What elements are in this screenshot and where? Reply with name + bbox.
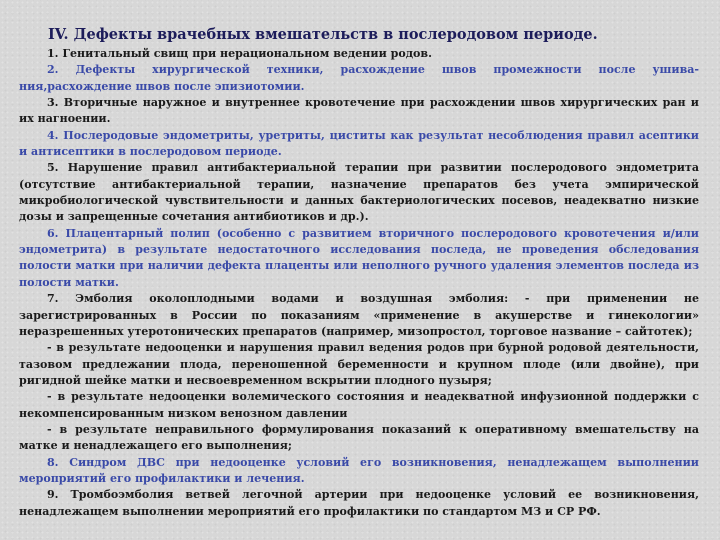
list-item: 4. Послеродовые эндометриты, уретриты, циститы как результат несоблюдения правил асептики и антисептики в послеродовом периоде. [19, 128, 699, 159]
list-item: 2. Дефекты хирургической техники, расхождение швов промежности после ушива-ния,расхождение швов после эпизиотомии. [19, 63, 699, 93]
list-item: - в результате недооценки и нарушения правил ведения родов при бурной родовой деятельности, тазовом предлежании плода, переношенной беременности и крупном плоде (или двойне), при ригидной шейке матки и несвоевременном вскрытии плодного пузыря; [19, 341, 699, 387]
list-item: - в результате недооценки волемического состояния и неадекватной инфузионной поддержки с некомпенсированным низком венозном давлении [19, 390, 699, 420]
list-item: 3. Вторичные наружное и внутреннее кровотечение при расхождении швов хирургических ран и их нагноении. [19, 96, 699, 126]
list-item: 7. Эмболия околоплодными водами и воздушная эмболия: - при применении не зарегистрированных в России по показаниям «применение в акушерстве и гинекологии» неразрешенных утеротонических препаратов (например, мизопростол, торговое название – сайтотек); [19, 292, 699, 338]
list-item: 5. Нарушение правил антибактериальной терапии при развитии послеродового эндометрита (отсутствие антибактериальной терапии, назначение препаратов без учета эмпирической микробиологической чувствительности и данных бактериологических посевов, неадекватно низкие дозы и запрещенные сочетания антибиотиков и др.). [19, 161, 699, 224]
list-item: 9. Тромбоэмболия ветвей легочной артерии при недооценке условий ее возникновения, ненадлежащем выполнении мероприятий его профилактики по стандартом МЗ и СР РФ. [19, 488, 699, 518]
list-item: - в результате неправильного формулирования показаний к оперативному вмешательству на матке и ненадлежащего его выполнения; [19, 422, 699, 453]
list-item: 1. Генитальный свищ при нерациональном ведении родов. [47, 47, 432, 60]
slide-title: IV. Дефекты врачебных вмешательств в послеродовом периоде. [48, 26, 598, 43]
list-item: 8. Синдром ДВС при недооценке условий его возникновения, ненадлежащем выполнении мероприятий его профилактики и лечения. [19, 455, 699, 485]
list-item: 6. Плацентарный полип (особенно с развитием вторичного послеродового кровотечения и/или эндометрита) в результате недостаточного исследования последа, не проведения обследования полости матки при наличии дефекта плаценты или неполного ручного удаления элементов последа из полости матки. [19, 226, 699, 289]
defects-list [19, 46, 699, 520]
